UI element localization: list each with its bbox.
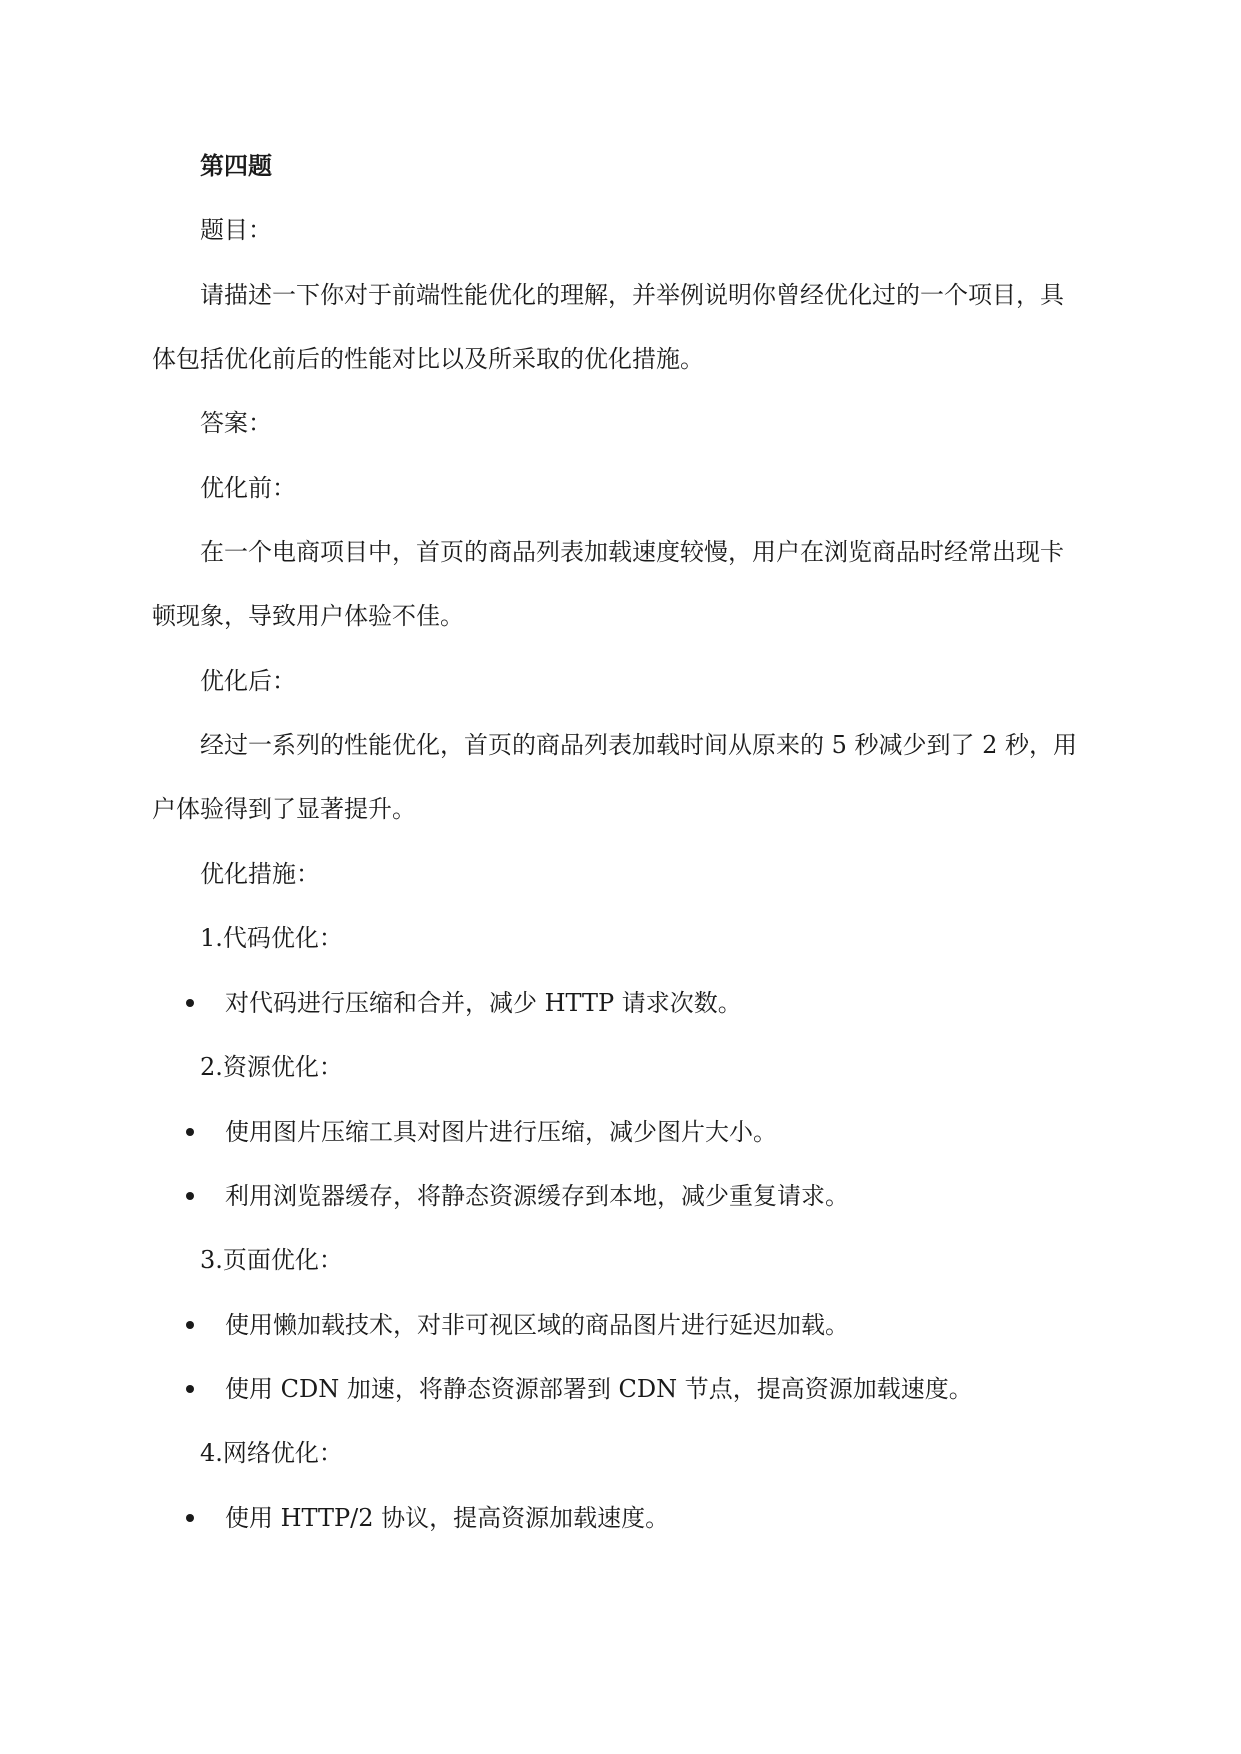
after-text-line-2: 户体验得到了显著提升。 (152, 795, 416, 823)
bullet-icon (186, 1192, 194, 1200)
bullet-icon (186, 1514, 194, 1522)
before-text-line-1: 在一个电商项目中，首页的商品列表加载速度较慢，用户在浏览商品时经常出现卡 (200, 538, 1064, 566)
before-label: 优化前： (200, 474, 296, 502)
question-heading: 第四题 (200, 151, 272, 180)
answer-label: 答案： (200, 409, 272, 437)
measures-label: 优化措施： (200, 860, 320, 888)
bullet-item: 利用浏览器缓存，将静态资源缓存到本地，减少重复请求。 (225, 1182, 849, 1210)
bullet-item: 使用图片压缩工具对图片进行压缩，减少图片大小。 (225, 1118, 777, 1146)
question-text-line-1: 请描述一下你对于前端性能优化的理解，并举例说明你曾经优化过的一个项目，具 (200, 281, 1064, 309)
bullet-icon (186, 1128, 194, 1136)
after-label: 优化后： (200, 667, 296, 695)
bullet-item: 对代码进行压缩和合并，减少 HTTP 请求次数。 (225, 989, 742, 1017)
bullet-icon (186, 1385, 194, 1393)
bullet-item: 使用懒加载技术，对非可视区域的商品图片进行延迟加载。 (225, 1311, 849, 1339)
after-text-line-1: 经过一系列的性能优化，首页的商品列表加载时间从原来的 5 秒减少到了 2 秒，用 (200, 731, 1078, 759)
question-label: 题目： (200, 216, 272, 244)
section-title-code: 1.代码优化： (200, 924, 343, 952)
bullet-item: 使用 HTTP/2 协议，提高资源加载速度。 (225, 1504, 670, 1532)
section-title-resource: 2.资源优化： (200, 1053, 343, 1081)
section-title-page: 3.页面优化： (200, 1246, 343, 1274)
bullet-icon (186, 999, 194, 1007)
before-text-line-2: 顿现象，导致用户体验不佳。 (152, 602, 464, 630)
bullet-icon (186, 1321, 194, 1329)
question-text-line-2: 体包括优化前后的性能对比以及所采取的优化措施。 (152, 345, 704, 373)
bullet-item: 使用 CDN 加速，将静态资源部署到 CDN 节点，提高资源加载速度。 (225, 1375, 973, 1403)
section-title-network: 4.网络优化： (200, 1439, 343, 1467)
